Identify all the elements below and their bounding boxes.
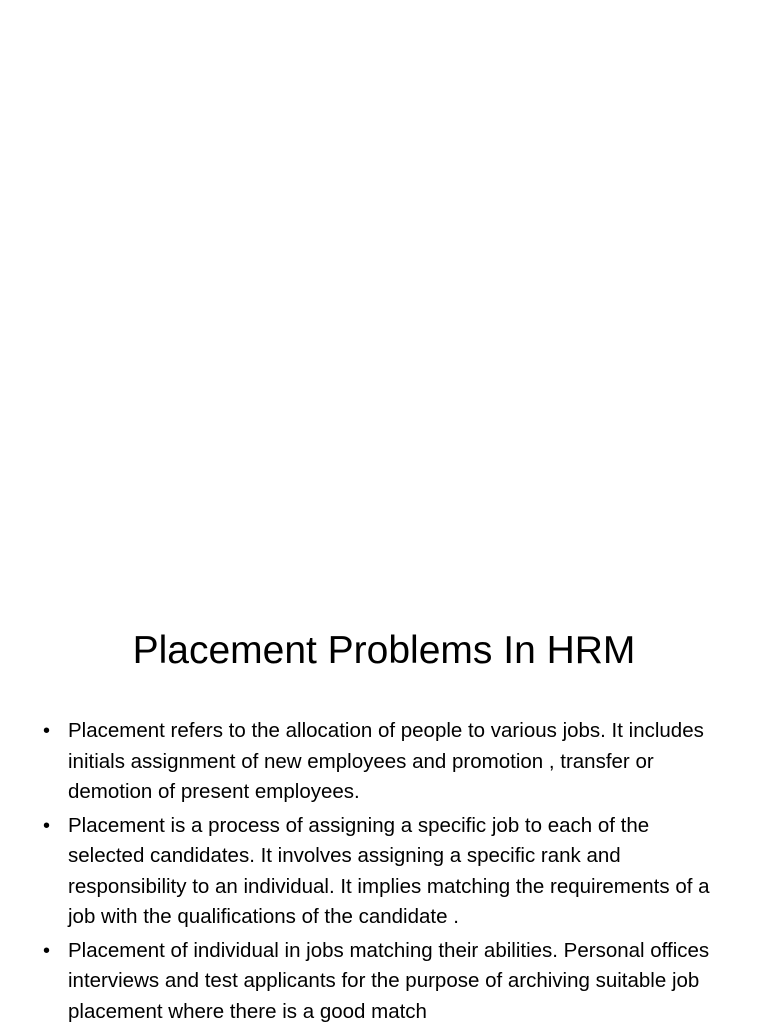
bullet-dot-icon: •	[43, 720, 51, 742]
bullet-text: Placement of individual in jobs matching their abilities. Personal offices interviews and test applicants for the purpose of archiving suitable job placement where there is a good match	[68, 938, 710, 1023]
bullet-dot-icon: •	[43, 814, 51, 837]
bullet-item	[40, 936, 730, 1024]
bullet-dot-icon: •	[43, 939, 51, 962]
bullet-list	[40, 716, 730, 1024]
bullet-item	[40, 811, 730, 933]
bullet-item	[40, 716, 730, 808]
bullet-text: Placement is a process of assigning a specific job to each of the selected candidates. It involves assigning a specific rank and responsibility to an individual. It implies matching the requirements of a job with the qualifications of the candidate .	[68, 813, 710, 928]
bullet-text: Placement refers to the allocation of people to various jobs. It includes initials assignment of new employees and promotion , transfer or demotion of present employees.	[68, 719, 704, 803]
slide-title: Placement Problems In HRM	[132, 629, 636, 672]
